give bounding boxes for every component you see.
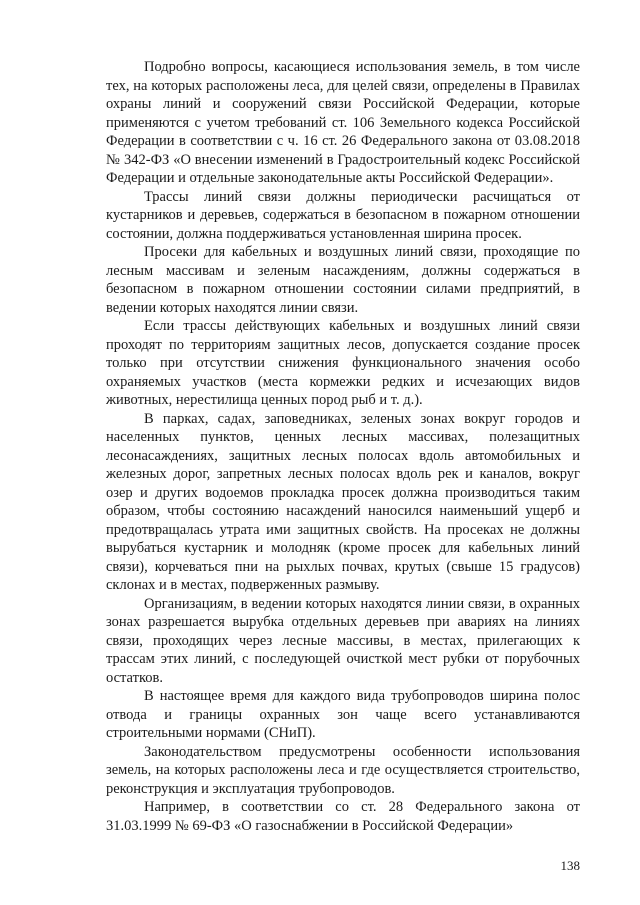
paragraph: В парках, садах, заповедниках, зеленых зонах вокруг городов и населенных пунктов, ценных лесных массивах, полезащитных лесонасаждениях, защитных лесных полосах вдоль автомобильных и железных дорог, запретных лесных полосах вдоль рек и каналов, вокруг озер и других водоемов прокладка просек должна производиться таким образом, чтобы состоянию насаждений наносился наименьший ущерб и предотвращалась утрата ими защитных свойств. На просеках не должны вырубаться кустарник и молодняк (кроме просек для кабельных линий связи), корчеваться пни на рыхлых почвах, крутых (свыше 15 градусов) склонах и в местах, подверженных размыву. (106, 410, 580, 593)
paragraph: В настоящее время для каждого вида трубопроводов ширина полос отвода и границы охранных зон чаще всего устанавливаются строительными нормами (СНиП). (106, 688, 580, 741)
paragraph: Просеки для кабельных и воздушных линий связи, проходящие по лесным массивам и зеленым насаждениям, должны содержаться в безопасном в пожарном отношении состоянии силами предприятий, в ведении которых находятся линии связи. (106, 244, 580, 316)
paragraph: Организациям, в ведении которых находятся линии связи, в охранных зонах разрешается вырубка отдельных деревьев при авариях на линиях связи, проходящих через лесные массивы, в местах, прилегающих к трассам этих линий, с последующей очисткой мест рубки от порубочных остатков. (106, 595, 580, 686)
paragraph: Если трассы действующих кабельных и воздушных линий связи проходят по территориям защитных лесов, допускается создание просек только при отсутствии снижения функционального значения особо охраняемых участков (места кормежки редких и исчезающих видов животных, нерестилища ценных пород рыб и т. д.). (106, 318, 580, 408)
paragraph: Трассы линий связи должны периодически расчищаться от кустарников и деревьев, содержаться в безопасном в пожарном отношении состоянии, должна поддерживаться установленная ширина просек. (106, 188, 580, 242)
paragraph: Подробно вопросы, касающиеся использования земель, в том числе тех, на которых расположены леса, для целей связи, определены в Правилах охраны линий и сооружений связи Российской Федерации, которые применяются с учетом требований ст. 106 Земельного кодекса Российской Федерации в соответствии с ч. 16 ст. 26 Федерального закона от 03.08.2018 № 342-ФЗ «О внесении изменений в Градостроительный кодекс Российской Федерации и отдельные законодательные акты Российской Федерации». (106, 59, 580, 186)
paragraph: Например, в соответствии со ст. 28 Федерального закона от 31.03.1999 № 69-ФЗ «О газоснабжении в Российской Федерации» (106, 799, 580, 834)
body-text (106, 58, 580, 835)
paragraph: Законодательством предусмотрены особенности использования земель, на которых расположены леса и где осуществляется строительство, реконструкция и эксплуатация трубопроводов. (106, 743, 580, 797)
page-number: 138 (560, 858, 580, 873)
